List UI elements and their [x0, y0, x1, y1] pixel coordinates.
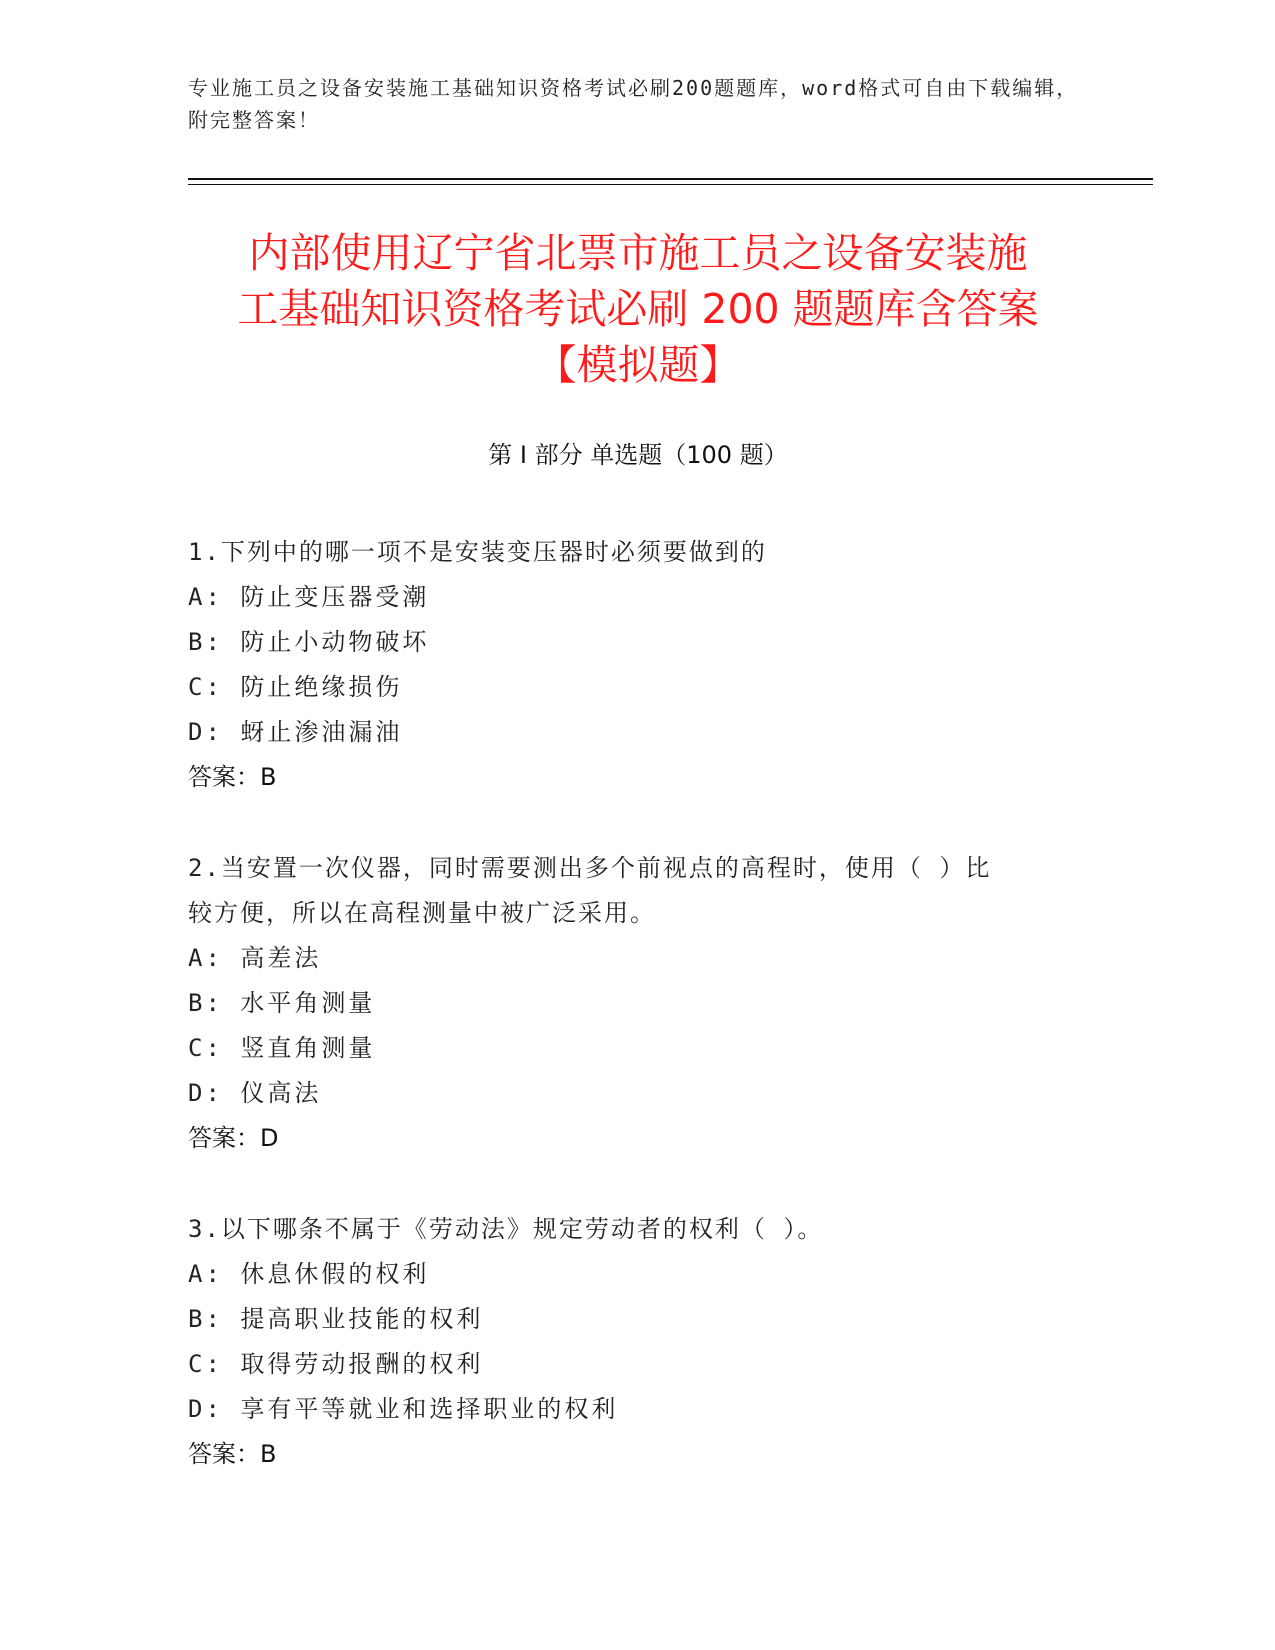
- option-a: A: 高差法: [188, 944, 322, 972]
- header-note: 专业施工员之设备安装施工基础知识资格考试必刷200题题库，word格式可自由下载编辑，附完整答案！: [188, 76, 1079, 132]
- question-2: [188, 846, 1068, 1161]
- option-c: C: 竖直角测量: [188, 1034, 376, 1062]
- option-c: C: 防止绝缘损伤: [188, 673, 403, 701]
- option-d: D: 蚜止渗油漏油: [188, 718, 403, 746]
- option-d: D: 享有平等就业和选择职业的权利: [188, 1395, 619, 1423]
- answer: 答案：B: [188, 763, 277, 791]
- option-b: B: 提高职业技能的权利: [188, 1305, 484, 1333]
- question-text: 3.以下哪条不属于《劳动法》规定劳动者的权利（ ）。: [188, 1215, 824, 1243]
- option-b: B: 防止小动物破坏: [188, 628, 430, 656]
- answer: 答案：D: [188, 1124, 279, 1152]
- question-text-line-1: 2.当安置一次仪器，同时需要测出多个前视点的高程时，使用（ ）比: [188, 854, 992, 882]
- title-line-2: 工基础知识资格考试必刷 200 题题库含答案: [237, 285, 1039, 333]
- option-d: D: 仪高法: [188, 1079, 322, 1107]
- question-1: [188, 530, 1068, 800]
- answer: 答案：B: [188, 1440, 277, 1468]
- question-list: [188, 530, 1068, 1523]
- header-rule-thin: [188, 184, 1153, 185]
- title-line-1: 内部使用辽宁省北票市施工员之设备安装施: [248, 229, 1028, 277]
- option-a: A: 休息休假的权利: [188, 1260, 430, 1288]
- section-title: 第 I 部分 单选题（100 题）: [488, 441, 788, 469]
- option-a: A: 防止变压器受潮: [188, 583, 430, 611]
- question-3: [188, 1207, 1068, 1477]
- option-b: B: 水平角测量: [188, 989, 376, 1017]
- title-line-3: 【模拟题】: [535, 341, 741, 389]
- option-c: C: 取得劳动报酬的权利: [188, 1350, 484, 1378]
- header-rule-thick: [188, 178, 1153, 180]
- question-text: 1.下列中的哪一项不是安装变压器时必须要做到的: [188, 538, 767, 566]
- question-text-line-2: 较方便，所以在高程测量中被广泛采用。: [188, 899, 656, 927]
- main-title: [188, 225, 1088, 393]
